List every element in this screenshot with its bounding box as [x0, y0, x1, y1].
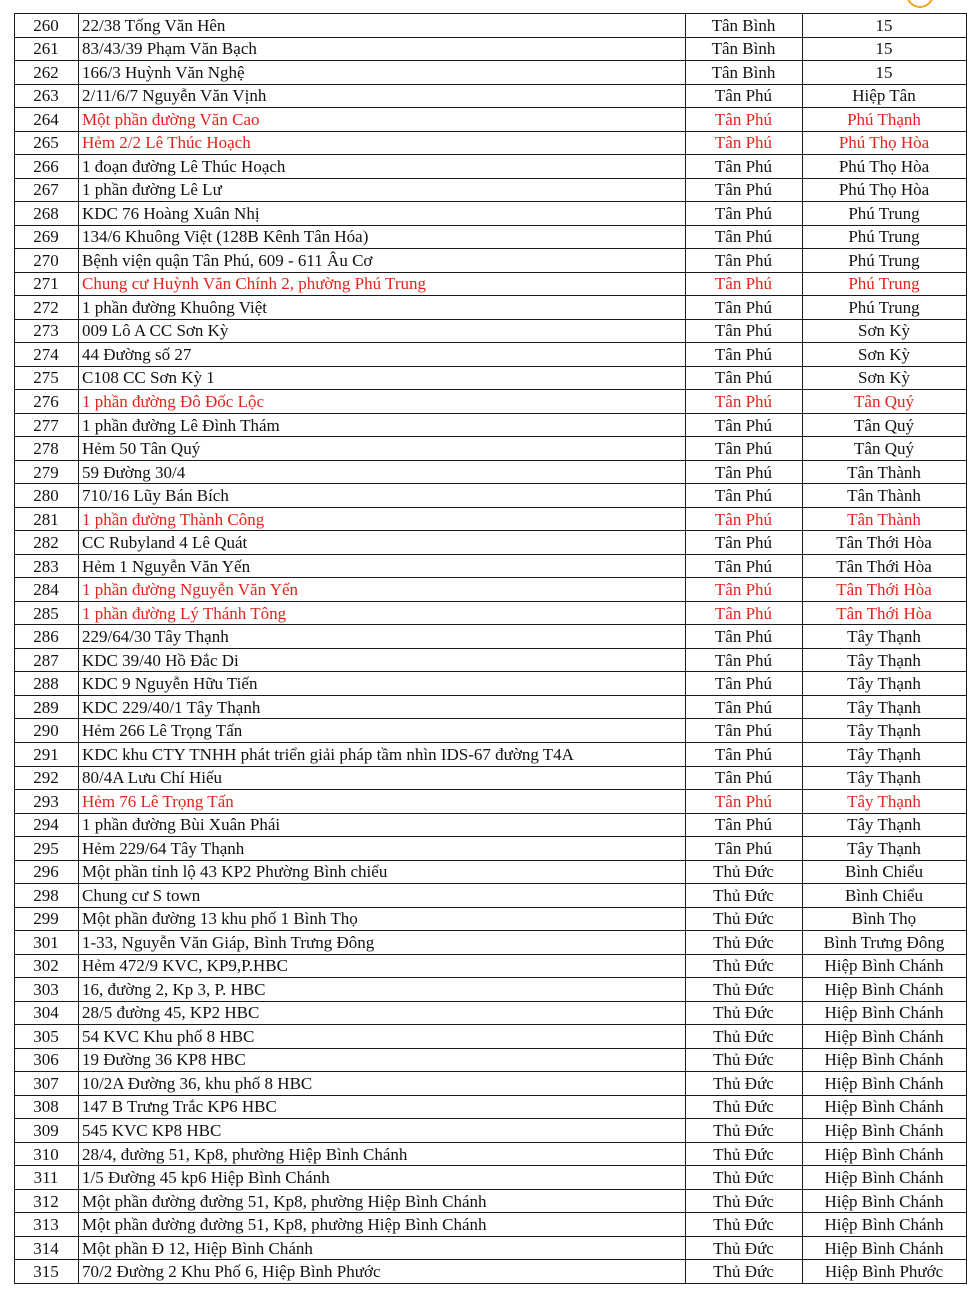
district-cell: Tân Phú — [686, 84, 803, 108]
address-cell: 1 phần đường Thành Công — [79, 507, 686, 531]
ward-cell: Tân Thành — [803, 507, 967, 531]
table-row — [15, 531, 967, 555]
row-number: 305 — [15, 1025, 79, 1049]
district-cell: Thủ Đức — [686, 1236, 803, 1260]
table-row — [15, 296, 967, 320]
table-row — [15, 1048, 967, 1072]
row-number: 266 — [15, 155, 79, 179]
table-row — [15, 225, 967, 249]
table-row — [15, 131, 967, 155]
logo-fragment — [906, 0, 934, 8]
district-cell: Tân Phú — [686, 531, 803, 555]
address-cell: 009 Lô A CC Sơn Kỳ — [79, 319, 686, 343]
table-row — [15, 884, 967, 908]
ward-cell: Tây Thạnh — [803, 672, 967, 696]
district-cell: Thủ Đức — [686, 1142, 803, 1166]
district-cell: Tân Phú — [686, 813, 803, 837]
ward-cell: Tây Thạnh — [803, 625, 967, 649]
address-cell: 16, đường 2, Kp 3, P. HBC — [79, 978, 686, 1002]
address-cell: Hẻm 1 Nguyễn Văn Yến — [79, 554, 686, 578]
address-cell: 1 phần đường Khuông Việt — [79, 296, 686, 320]
table-row — [15, 14, 967, 38]
table-row — [15, 319, 967, 343]
table-row — [15, 84, 967, 108]
district-cell: Tân Bình — [686, 61, 803, 85]
address-cell: 147 B Trưng Trắc KP6 HBC — [79, 1095, 686, 1119]
table-row — [15, 37, 967, 61]
ward-cell: Hiệp Bình Chánh — [803, 954, 967, 978]
district-cell: Tân Phú — [686, 672, 803, 696]
row-number: 276 — [15, 390, 79, 414]
district-cell: Tân Phú — [686, 272, 803, 296]
table-row — [15, 1025, 967, 1049]
ward-cell: Sơn Kỳ — [803, 319, 967, 343]
row-number: 285 — [15, 601, 79, 625]
district-cell: Tân Phú — [686, 296, 803, 320]
table-row — [15, 907, 967, 931]
district-cell: Tân Phú — [686, 766, 803, 790]
table-row — [15, 1166, 967, 1190]
address-cell: C108 CC Sơn Kỳ 1 — [79, 366, 686, 390]
address-cell: KDC khu CTY TNHH phát triển giải pháp tầm nhìn IDS-67 đường T4A — [79, 742, 686, 766]
address-cell: Một phần tỉnh lộ 43 KP2 Phường Bình chiểu — [79, 860, 686, 884]
row-number: 308 — [15, 1095, 79, 1119]
address-cell: 54 KVC Khu phố 8 HBC — [79, 1025, 686, 1049]
ward-cell: Hiệp Bình Chánh — [803, 1025, 967, 1049]
table-row — [15, 837, 967, 861]
ward-cell: Phú Trung — [803, 202, 967, 226]
district-cell: Tân Phú — [686, 343, 803, 367]
district-cell: Tân Phú — [686, 719, 803, 743]
ward-cell: Tân Quý — [803, 437, 967, 461]
table-row — [15, 1001, 967, 1025]
ward-cell: Tân Thành — [803, 460, 967, 484]
address-cell: 80/4A Lưu Chí Hiếu — [79, 766, 686, 790]
row-number: 294 — [15, 813, 79, 837]
table-row — [15, 648, 967, 672]
address-cell: 1 phần đường Nguyễn Văn Yến — [79, 578, 686, 602]
district-cell: Tân Phú — [686, 202, 803, 226]
row-number: 277 — [15, 413, 79, 437]
row-number: 272 — [15, 296, 79, 320]
address-cell: 19 Đường 36 KP8 HBC — [79, 1048, 686, 1072]
row-number: 264 — [15, 108, 79, 132]
address-cell: 59 Đường 30/4 — [79, 460, 686, 484]
table-row — [15, 108, 967, 132]
table-row — [15, 601, 967, 625]
row-number: 312 — [15, 1189, 79, 1213]
ward-cell: 15 — [803, 61, 967, 85]
row-number: 280 — [15, 484, 79, 508]
district-cell: Thủ Đức — [686, 1119, 803, 1143]
row-number: 274 — [15, 343, 79, 367]
table-row — [15, 719, 967, 743]
ward-cell: Sơn Kỳ — [803, 343, 967, 367]
table-row — [15, 1189, 967, 1213]
address-cell: Hẻm 2/2 Lê Thúc Hoạch — [79, 131, 686, 155]
ward-cell: Tây Thạnh — [803, 837, 967, 861]
table-row — [15, 1072, 967, 1096]
address-cell: 229/64/30 Tây Thạnh — [79, 625, 686, 649]
address-cell: Một phần Đ 12, Hiệp Bình Chánh — [79, 1236, 686, 1260]
district-cell: Tân Phú — [686, 319, 803, 343]
ward-cell: Hiệp Bình Chánh — [803, 978, 967, 1002]
district-cell: Thủ Đức — [686, 1048, 803, 1072]
table-row — [15, 1213, 967, 1237]
ward-cell: Tây Thạnh — [803, 695, 967, 719]
district-cell: Tân Phú — [686, 648, 803, 672]
table-row — [15, 343, 967, 367]
district-cell: Thủ Đức — [686, 1001, 803, 1025]
ward-cell: Hiệp Bình Chánh — [803, 1072, 967, 1096]
address-cell: Hẻm 50 Tân Quý — [79, 437, 686, 461]
district-cell: Thủ Đức — [686, 860, 803, 884]
ward-cell: Tây Thạnh — [803, 719, 967, 743]
table-row — [15, 1119, 967, 1143]
address-cell: KDC 76 Hoàng Xuân Nhị — [79, 202, 686, 226]
table-row — [15, 978, 967, 1002]
row-number: 303 — [15, 978, 79, 1002]
row-number: 306 — [15, 1048, 79, 1072]
district-cell: Thủ Đức — [686, 1213, 803, 1237]
ward-cell: Tân Quý — [803, 413, 967, 437]
table-row — [15, 155, 967, 179]
address-cell: 1/5 Đường 45 kp6 Hiệp Bình Chánh — [79, 1166, 686, 1190]
table-row — [15, 460, 967, 484]
row-number: 310 — [15, 1142, 79, 1166]
row-number: 289 — [15, 695, 79, 719]
district-cell: Tân Phú — [686, 225, 803, 249]
ward-cell: Hiệp Bình Phước — [803, 1260, 967, 1284]
district-cell: Tân Phú — [686, 390, 803, 414]
district-cell: Thủ Đức — [686, 907, 803, 931]
table-row — [15, 790, 967, 814]
row-number: 269 — [15, 225, 79, 249]
table-row — [15, 766, 967, 790]
district-cell: Tân Phú — [686, 790, 803, 814]
row-number: 307 — [15, 1072, 79, 1096]
district-cell: Tân Phú — [686, 249, 803, 273]
district-cell: Tân Bình — [686, 37, 803, 61]
address-cell: 70/2 Đường 2 Khu Phố 6, Hiệp Bình Phước — [79, 1260, 686, 1284]
address-cell: 1 phần đường Lê Lư — [79, 178, 686, 202]
ward-cell: Tân Thới Hòa — [803, 601, 967, 625]
ward-cell: 15 — [803, 37, 967, 61]
row-number: 260 — [15, 14, 79, 38]
ward-cell: Phú Trung — [803, 272, 967, 296]
row-number: 263 — [15, 84, 79, 108]
address-cell: 22/38 Tống Văn Hên — [79, 14, 686, 38]
address-cell: 28/4, đường 51, Kp8, phường Hiệp Bình Chánh — [79, 1142, 686, 1166]
row-number: 265 — [15, 131, 79, 155]
table-row — [15, 672, 967, 696]
ward-cell: Tây Thạnh — [803, 790, 967, 814]
district-cell: Thủ Đức — [686, 884, 803, 908]
ward-cell: Hiệp Bình Chánh — [803, 1048, 967, 1072]
row-number: 309 — [15, 1119, 79, 1143]
district-cell: Tân Phú — [686, 131, 803, 155]
address-cell: Hẻm 472/9 KVC, KP9,P.HBC — [79, 954, 686, 978]
address-cell: KDC 229/40/1 Tây Thạnh — [79, 695, 686, 719]
ward-cell: Tây Thạnh — [803, 742, 967, 766]
table-row — [15, 1260, 967, 1284]
row-number: 286 — [15, 625, 79, 649]
address-cell: 83/43/39 Phạm Văn Bạch — [79, 37, 686, 61]
ward-cell: Phú Thạnh — [803, 108, 967, 132]
table-row — [15, 413, 967, 437]
table-row — [15, 1142, 967, 1166]
table-row — [15, 695, 967, 719]
address-cell: 10/2A Đường 36, khu phố 8 HBC — [79, 1072, 686, 1096]
address-cell: Chung cư S town — [79, 884, 686, 908]
row-number: 261 — [15, 37, 79, 61]
row-number: 284 — [15, 578, 79, 602]
ward-cell: Phú Thọ Hòa — [803, 155, 967, 179]
ward-cell: Tân Quý — [803, 390, 967, 414]
ward-cell: Bình Thọ — [803, 907, 967, 931]
ward-cell: Phú Thọ Hòa — [803, 131, 967, 155]
table-row — [15, 507, 967, 531]
table-row — [15, 625, 967, 649]
table-row — [15, 1095, 967, 1119]
table-row — [15, 178, 967, 202]
address-cell: Một phần đường đường 51, Kp8, phường Hiệp Bình Chánh — [79, 1213, 686, 1237]
address-cell: Một phần đường 13 khu phố 1 Bình Thọ — [79, 907, 686, 931]
district-cell: Thủ Đức — [686, 1095, 803, 1119]
ward-cell: Hiệp Bình Chánh — [803, 1001, 967, 1025]
district-cell: Tân Phú — [686, 742, 803, 766]
ward-cell: Hiệp Bình Chánh — [803, 1236, 967, 1260]
table-row — [15, 390, 967, 414]
table-row — [15, 742, 967, 766]
ward-cell: Tây Thạnh — [803, 766, 967, 790]
address-cell: 1 phần đường Đô Đốc Lộc — [79, 390, 686, 414]
address-cell: 1 phần đường Bùi Xuân Phái — [79, 813, 686, 837]
address-cell: CC Rubyland 4 Lê Quát — [79, 531, 686, 555]
table-row — [15, 249, 967, 273]
district-cell: Tân Phú — [686, 625, 803, 649]
address-cell: 1 đoạn đường Lê Thúc Hoạch — [79, 155, 686, 179]
ward-cell: Hiệp Bình Chánh — [803, 1095, 967, 1119]
table-row — [15, 578, 967, 602]
ward-cell: Tân Thới Hòa — [803, 578, 967, 602]
district-cell: Tân Phú — [686, 484, 803, 508]
row-number: 267 — [15, 178, 79, 202]
table-row — [15, 437, 967, 461]
ward-cell: 15 — [803, 14, 967, 38]
row-number: 315 — [15, 1260, 79, 1284]
district-cell: Thủ Đức — [686, 1260, 803, 1284]
row-number: 299 — [15, 907, 79, 931]
ward-cell: Hiệp Bình Chánh — [803, 1213, 967, 1237]
ward-cell: Tây Thạnh — [803, 648, 967, 672]
ward-cell: Tây Thạnh — [803, 813, 967, 837]
address-cell: 545 KVC KP8 HBC — [79, 1119, 686, 1143]
row-number: 271 — [15, 272, 79, 296]
address-cell: KDC 39/40 Hồ Đắc Di — [79, 648, 686, 672]
ward-cell: Sơn Kỳ — [803, 366, 967, 390]
row-number: 301 — [15, 931, 79, 955]
address-cell: Một phần đường đường 51, Kp8, phường Hiệp Bình Chánh — [79, 1189, 686, 1213]
address-cell: 28/5 đường 45, KP2 HBC — [79, 1001, 686, 1025]
row-number: 302 — [15, 954, 79, 978]
address-cell: 710/16 Lũy Bán Bích — [79, 484, 686, 508]
address-cell: KDC 9 Nguyễn Hữu Tiến — [79, 672, 686, 696]
district-cell: Tân Phú — [686, 837, 803, 861]
district-cell: Thủ Đức — [686, 978, 803, 1002]
address-cell: 44 Đường số 27 — [79, 343, 686, 367]
ward-cell: Hiệp Bình Chánh — [803, 1189, 967, 1213]
row-number: 292 — [15, 766, 79, 790]
ward-cell: Phú Trung — [803, 225, 967, 249]
district-cell: Thủ Đức — [686, 954, 803, 978]
row-number: 273 — [15, 319, 79, 343]
row-number: 275 — [15, 366, 79, 390]
address-cell: Chung cư Huỳnh Văn Chính 2, phường Phú Trung — [79, 272, 686, 296]
address-cell: 1-33, Nguyễn Văn Giáp, Bình Trưng Đông — [79, 931, 686, 955]
row-number: 281 — [15, 507, 79, 531]
ward-cell: Hiệp Bình Chánh — [803, 1142, 967, 1166]
district-cell: Tân Phú — [686, 108, 803, 132]
district-cell: Tân Phú — [686, 366, 803, 390]
table-row — [15, 202, 967, 226]
row-number: 304 — [15, 1001, 79, 1025]
district-cell: Tân Bình — [686, 14, 803, 38]
table-row — [15, 61, 967, 85]
address-cell: 1 phần đường Lê Đình Thám — [79, 413, 686, 437]
row-number: 293 — [15, 790, 79, 814]
district-cell: Tân Phú — [686, 601, 803, 625]
ward-cell: Bình Chiểu — [803, 884, 967, 908]
ward-cell: Hiệp Bình Chánh — [803, 1119, 967, 1143]
district-cell: Tân Phú — [686, 437, 803, 461]
row-number: 282 — [15, 531, 79, 555]
district-cell: Tân Phú — [686, 460, 803, 484]
district-cell: Thủ Đức — [686, 931, 803, 955]
address-cell: Hẻm 266 Lê Trọng Tấn — [79, 719, 686, 743]
district-cell: Thủ Đức — [686, 1072, 803, 1096]
row-number: 298 — [15, 884, 79, 908]
district-cell: Tân Phú — [686, 578, 803, 602]
row-number: 296 — [15, 860, 79, 884]
table-row — [15, 860, 967, 884]
ward-cell: Tân Thành — [803, 484, 967, 508]
district-cell: Tân Phú — [686, 554, 803, 578]
row-number: 270 — [15, 249, 79, 273]
ward-cell: Phú Thọ Hòa — [803, 178, 967, 202]
table-row — [15, 931, 967, 955]
address-cell: Hẻm 229/64 Tây Thạnh — [79, 837, 686, 861]
table-row — [15, 1236, 967, 1260]
address-table — [14, 13, 967, 1284]
district-cell: Tân Phú — [686, 695, 803, 719]
table-row — [15, 272, 967, 296]
row-number: 279 — [15, 460, 79, 484]
row-number: 311 — [15, 1166, 79, 1190]
district-cell: Thủ Đức — [686, 1166, 803, 1190]
ward-cell: Tân Thới Hòa — [803, 554, 967, 578]
ward-cell: Phú Trung — [803, 249, 967, 273]
table-row — [15, 484, 967, 508]
address-cell: Bệnh viện quận Tân Phú, 609 - 611 Âu Cơ — [79, 249, 686, 273]
table-row — [15, 813, 967, 837]
ward-cell: Hiệp Tân — [803, 84, 967, 108]
district-cell: Tân Phú — [686, 155, 803, 179]
row-number: 313 — [15, 1213, 79, 1237]
district-cell: Thủ Đức — [686, 1025, 803, 1049]
row-number: 291 — [15, 742, 79, 766]
row-number: 314 — [15, 1236, 79, 1260]
address-cell: 2/11/6/7 Nguyễn Văn Vịnh — [79, 84, 686, 108]
row-number: 262 — [15, 61, 79, 85]
district-cell: Tân Phú — [686, 507, 803, 531]
row-number: 288 — [15, 672, 79, 696]
table-row — [15, 954, 967, 978]
row-number: 278 — [15, 437, 79, 461]
row-number: 290 — [15, 719, 79, 743]
row-number: 295 — [15, 837, 79, 861]
district-cell: Tân Phú — [686, 413, 803, 437]
table-row — [15, 366, 967, 390]
address-cell: 1 phần đường Lý Thánh Tông — [79, 601, 686, 625]
address-cell: Một phần đường Văn Cao — [79, 108, 686, 132]
ward-cell: Bình Chiểu — [803, 860, 967, 884]
row-number: 287 — [15, 648, 79, 672]
ward-cell: Bình Trưng Đông — [803, 931, 967, 955]
district-cell: Thủ Đức — [686, 1189, 803, 1213]
row-number: 283 — [15, 554, 79, 578]
district-cell: Tân Phú — [686, 178, 803, 202]
row-number: 268 — [15, 202, 79, 226]
ward-cell: Phú Trung — [803, 296, 967, 320]
ward-cell: Hiệp Bình Chánh — [803, 1166, 967, 1190]
address-cell: 166/3 Huỳnh Văn Nghệ — [79, 61, 686, 85]
ward-cell: Tân Thới Hòa — [803, 531, 967, 555]
address-cell: 134/6 Khuông Việt (128B Kênh Tân Hóa) — [79, 225, 686, 249]
address-cell: Hẻm 76 Lê Trọng Tấn — [79, 790, 686, 814]
table-row — [15, 554, 967, 578]
table-body — [15, 14, 967, 1284]
